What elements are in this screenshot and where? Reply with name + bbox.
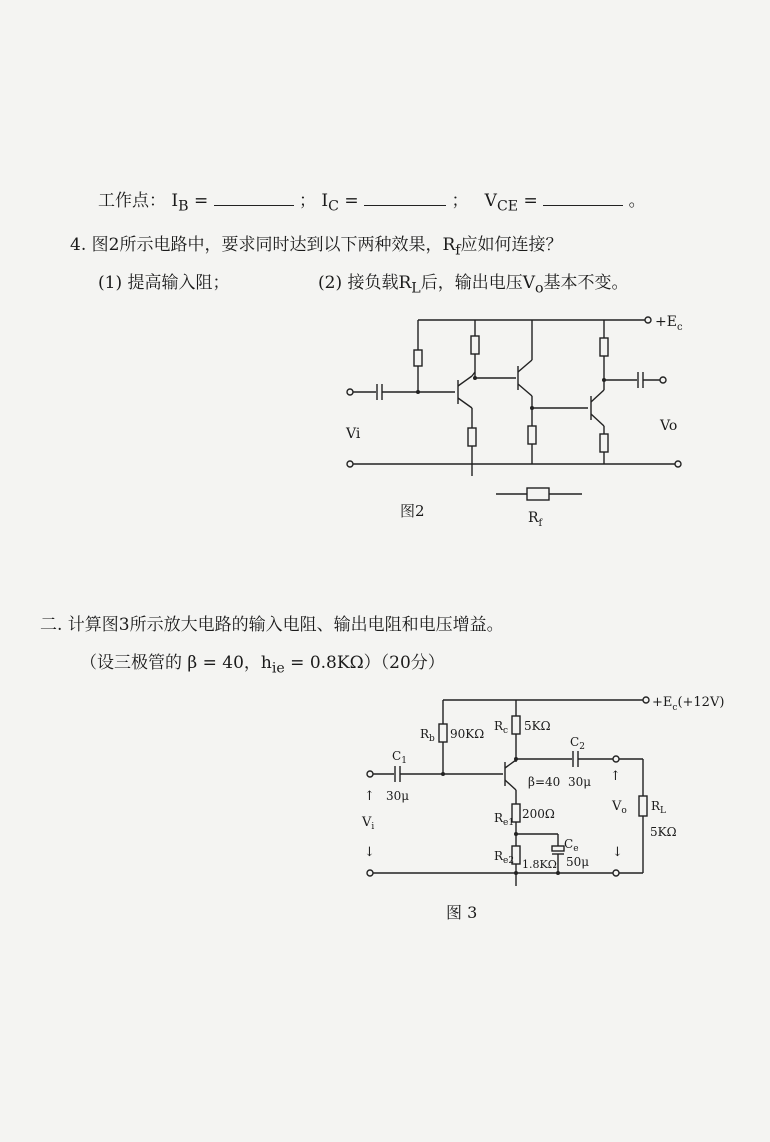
fig3-vcc-label: $+E_c(+12V)$: [652, 695, 725, 713]
fig3-vi-label: $V_i$: [362, 815, 375, 832]
fig3-c1-label: $C_1$: [392, 749, 407, 766]
fig3-c1-value: 30μ: [386, 789, 410, 803]
section-2-given: （设三极管的 β = 40，$h_{ie} = 0.8K\Omega)(20$分）: [80, 653, 445, 677]
fig3-rc-resistor: [512, 716, 520, 734]
fig3-rb-value: 90KΩ: [450, 727, 485, 741]
svg-text:↑: ↑: [610, 769, 621, 784]
fig3-re1-value: 200Ω: [522, 807, 555, 821]
fig2-vcc-label: $+E_c$: [655, 314, 683, 333]
fig2-rb-resistor: [414, 350, 422, 366]
q4-text: 4. 图2所示电路中，要求同时达到以下两种效果，$R_f$应如何连接？: [70, 235, 563, 259]
fig2-rf-label: $R_f$: [528, 510, 543, 529]
fig2-input-terminal: [347, 389, 353, 395]
fig3-rl-value: 5KΩ: [650, 825, 677, 839]
fig3-re2-label: $R_{e2}$: [494, 849, 515, 866]
fig3-ce-capacitor: [552, 846, 564, 851]
fig3-re2-value: 1.8KΩ: [522, 858, 557, 871]
fig3-output-terminal: [613, 756, 619, 762]
fig2-vin-label: Vi: [346, 426, 361, 442]
fig3-beta-label: β=40: [528, 775, 561, 789]
fig2-rc1-resistor: [471, 336, 479, 354]
fig3-input-terminal: [367, 771, 373, 777]
svg-text:↓: ↓: [612, 845, 623, 860]
section-2-title: 二. 计算图3所示放大电路的输入电阻、输出电阻和电压增益。: [40, 615, 504, 635]
q4-item-1: (1) 提高输入阻；: [98, 273, 230, 293]
fig3-rc-value: 5KΩ: [524, 719, 551, 733]
q3-prefix: 工作点：: [98, 191, 166, 211]
fig3-re1-label: $R_{e1}$: [494, 811, 515, 828]
fig3-rl-label: $R_L$: [651, 799, 667, 816]
fig3-vo-label: $V_o$: [612, 799, 627, 816]
fig2-vcc-terminal: [645, 317, 651, 323]
fig3-rl-resistor: [639, 796, 647, 816]
figure-2-circuit: [345, 314, 683, 529]
q3-operating-point-line: 工作点： $I_B$ = ； $I_C$ = ； $V_{CE}$ = 。: [98, 191, 646, 215]
svg-text:↑: ↑: [364, 789, 375, 804]
fig2-caption: 图2: [400, 502, 425, 520]
fig3-rc-label: $R_c$: [494, 719, 509, 736]
fig3-vcc-terminal: [643, 697, 649, 703]
fig3-rb-label: $R_b$: [420, 727, 435, 744]
q4-item-2: (2) 接负载$R_L$后，输出电压$V_o$基本不变。: [318, 273, 629, 297]
fig3-ce-label: $C_e$: [564, 837, 579, 854]
fig3-ce-value: 50μ: [566, 855, 590, 869]
fig3-rb-resistor: [439, 724, 447, 742]
fig3-c2-value: 30μ: [568, 775, 592, 789]
figure-3-circuit: [361, 695, 724, 922]
fig3-caption: 图 3: [446, 903, 478, 922]
fig2-vout-label: Vo: [660, 418, 678, 434]
fig2-output-terminal: [660, 377, 666, 383]
fig3-c2-label: $C_2$: [570, 735, 585, 752]
fig2-rf-resistor: [527, 488, 549, 500]
svg-text:↓: ↓: [364, 845, 375, 860]
